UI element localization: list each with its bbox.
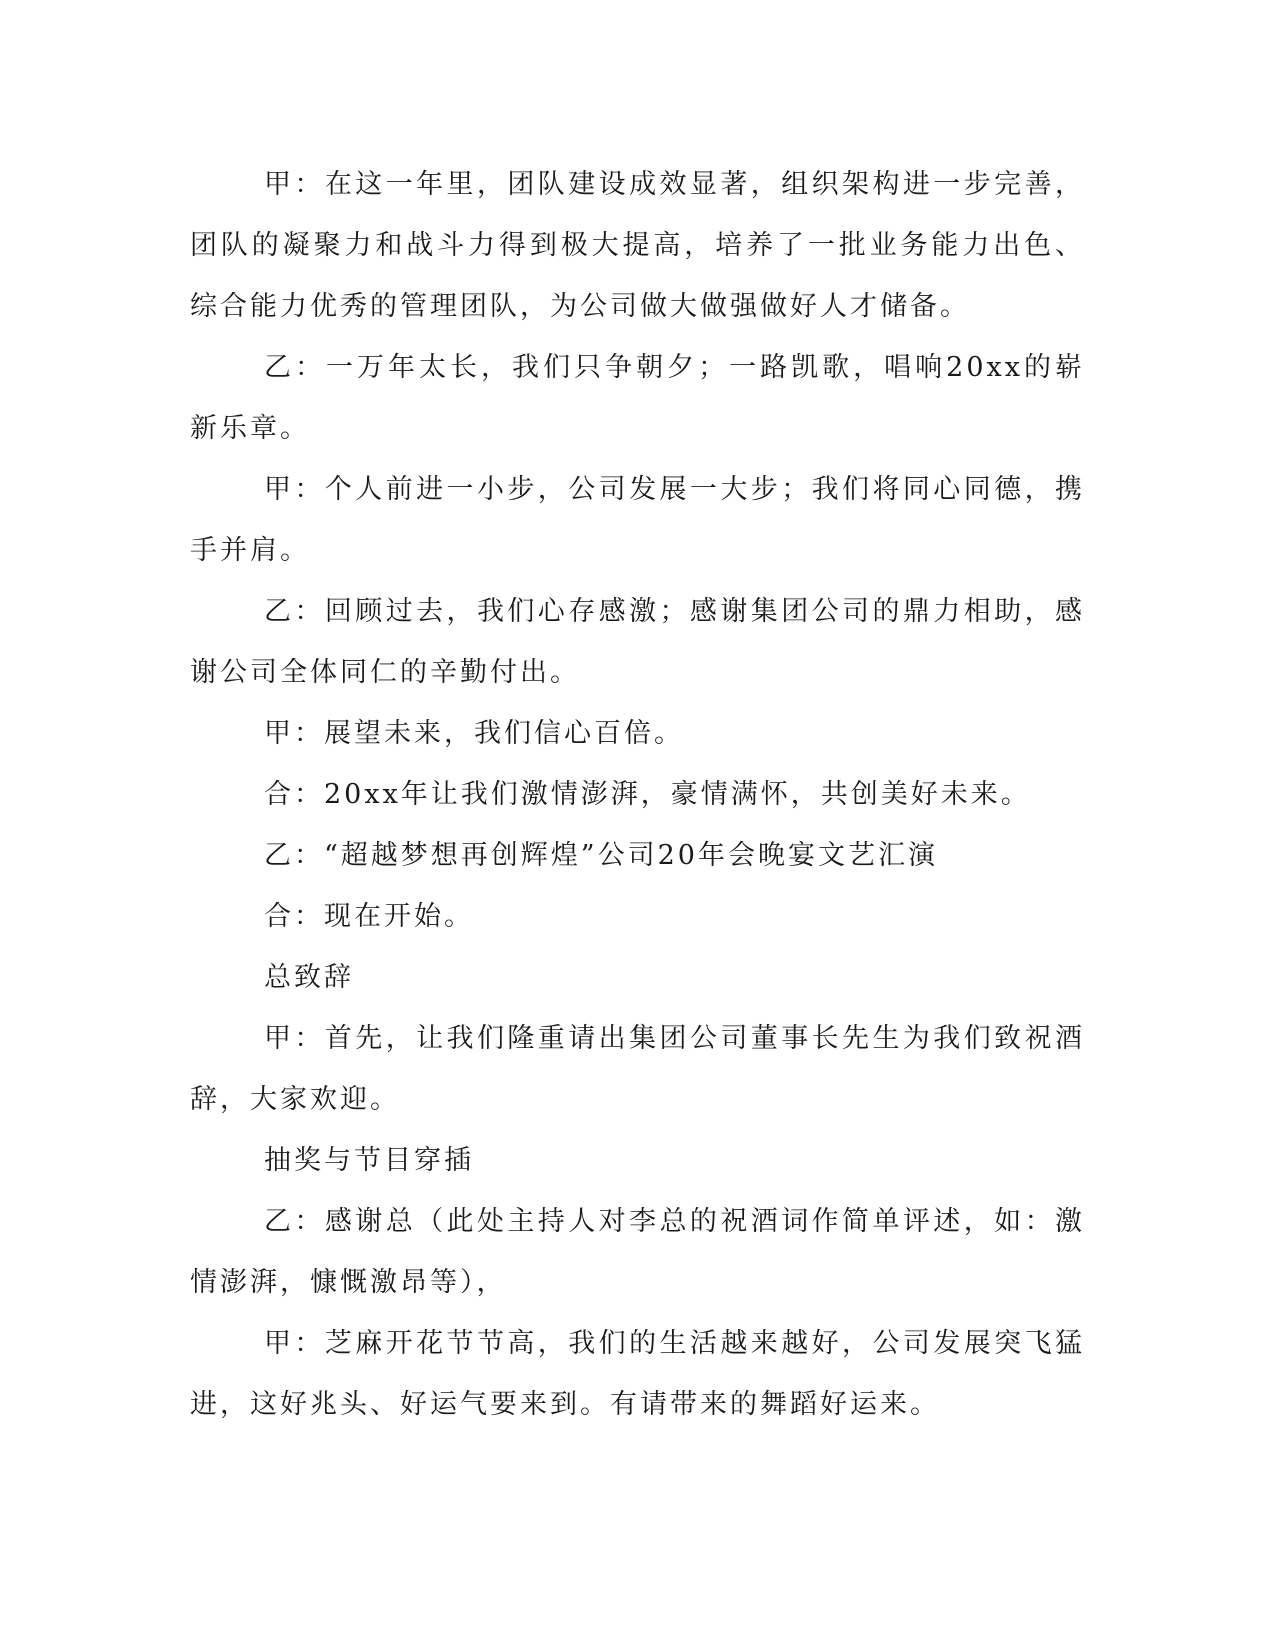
paragraph-1: 甲：在这一年里，团队建设成效显著，组织架构进一步完善，团队的凝聚力和战斗力得到极大提高，培养了一批业务能力出色、综合能力优秀的管理团队，为公司做大做强做好人才储备。	[190, 169, 1085, 322]
section-heading-toast: 总致辞	[264, 962, 354, 993]
paragraph-4: 乙：回顾过去，我们心存感激；感谢集团公司的鼎力相助，感谢公司全体同仁的辛勤付出。	[190, 596, 1085, 688]
paragraph-8: 合：现在开始。	[264, 901, 474, 932]
paragraph-10: 甲：首先，让我们隆重请出集团公司董事长先生为我们致祝酒辞，大家欢迎。	[190, 1023, 1085, 1115]
section-heading-lottery: 抽奖与节目穿插	[264, 1145, 474, 1176]
paragraph-13: 甲：芝麻开花节节高，我们的生活越来越好，公司发展突飞猛进，这好兆头、好运气要来到。有请带来的舞蹈好运来。	[190, 1328, 1085, 1420]
paragraph-3: 甲：个人前进一小步，公司发展一大步；我们将同心同德，携手并肩。	[190, 474, 1085, 566]
paragraph-5: 甲：展望未来，我们信心百倍。	[264, 718, 684, 749]
paragraph-7: 乙：“超越梦想再创辉煌”公司20年会晚宴文艺汇演	[264, 840, 938, 871]
paragraph-6: 合：20xx年让我们激情澎湃，豪情满怀，共创美好未来。	[264, 779, 1031, 810]
paragraph-12: 乙：感谢总（此处主持人对李总的祝酒词作简单评述，如：激情澎湃，慷慨激昂等），	[190, 1206, 1085, 1298]
paragraph-2: 乙：一万年太长，我们只争朝夕；一路凯歌，唱响20xx的崭新乐章。	[190, 352, 1085, 444]
document-body	[190, 154, 1085, 1435]
